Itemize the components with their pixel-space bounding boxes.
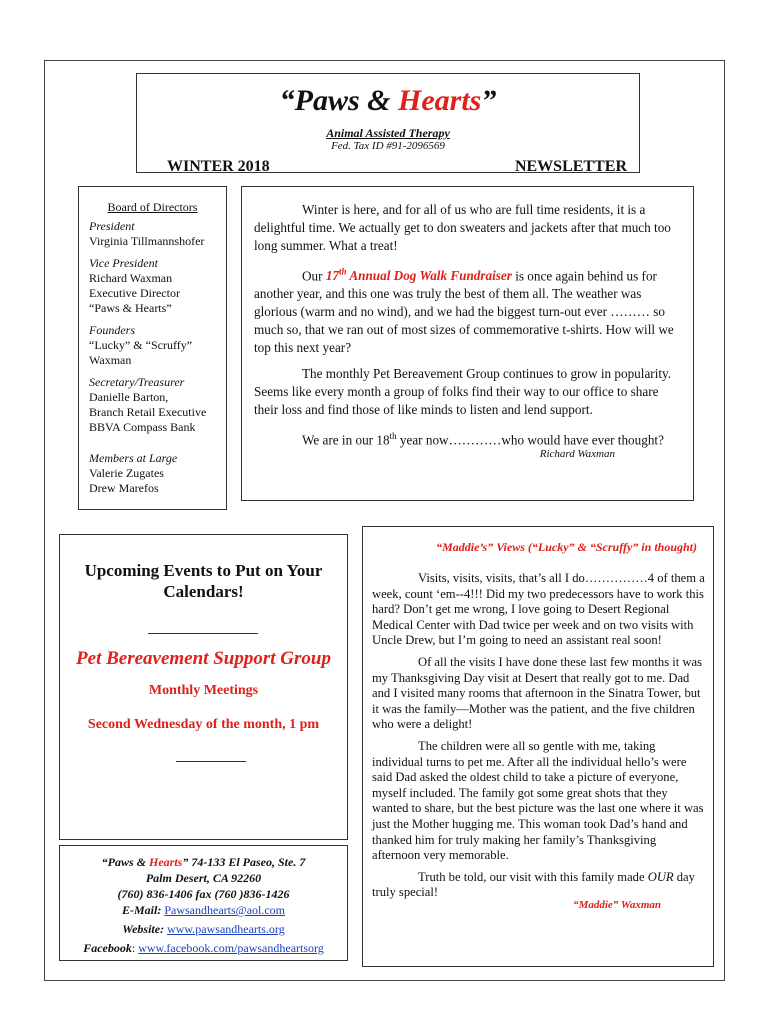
contact-info [59, 845, 348, 961]
email-link[interactable]: Pawsandhearts@aol.com [164, 903, 286, 917]
maddie-paragraph: Truth be told, our visit with this family made OUR day truly special! [372, 869, 695, 900]
board-role: Vice President [89, 256, 158, 270]
letter-paragraph: We are in our 18th year now…………who would have ever thought? [302, 431, 664, 448]
event-schedule: Second Wednesday of the month, 1 pm [87, 717, 320, 732]
maddie-signature: “Maddie” Waxman [573, 898, 661, 911]
issue-season: WINTER 2018 [167, 158, 270, 175]
event-frequency: Monthly Meetings [148, 683, 259, 698]
maddies-views [362, 526, 714, 967]
board-group [89, 323, 226, 368]
facebook-link[interactable]: www.facebook.com/pawsandheartsorg [138, 941, 324, 955]
board-member: Valerie Zugates [89, 466, 164, 480]
masthead [136, 73, 640, 173]
events-heading: Upcoming Events to Put on Your Calendars! [84, 561, 323, 601]
upcoming-events [59, 534, 348, 840]
board-heading: Board of Directors [107, 200, 198, 214]
board-role: Members at Large [89, 451, 178, 465]
contact-website: Website: www.pawsandhearts.org [122, 922, 285, 936]
board-role: Founders [89, 323, 135, 337]
board-member: Richard Waxman [89, 271, 173, 285]
website-link[interactable]: www.pawsandhearts.org [167, 922, 285, 936]
board-group [89, 451, 226, 496]
director-letter [241, 186, 694, 501]
board-member: Virginia Tillmannshofer [89, 234, 205, 248]
board-group [89, 219, 226, 249]
board-member-title: Branch Retail Executive [89, 405, 207, 419]
contact-email: E-Mail: Pawsandhearts@aol.com [121, 903, 286, 917]
maddie-paragraph: Visits, visits, visits, that’s all I do……………4 of them a week, count ‘em--4!!! Did my two predecessors have to work this hard? Don’t get me wrong, I love going to Desert Regional Medical Center with Dad twice per week and on two visits with Uncle Drew, but I’m going to need an assistant real soon! [372, 571, 705, 648]
maddie-paragraph: Of all the visits I have done these last few months it was my Thanksgiving Day visit at Desert that really got to me. Dad and I visited many rooms that afternoon in the Sinatra Tower, but it was the family—Mother was the patient, and the five children who were a delight! [372, 654, 702, 732]
board-member-title: Executive Director [89, 286, 180, 300]
board-member-org: “Paws & Hearts” [89, 301, 172, 315]
issue-label: NEWSLETTER [514, 158, 627, 175]
contact-facebook: Facebook: www.facebook.com/pawsandheartsorg [83, 941, 324, 955]
board-of-directors [78, 186, 227, 510]
board-group [89, 375, 226, 435]
letter-paragraph: Winter is here, and for all of us who are full time residents, it is a delightful time. We actually get to don sweaters and jackets after that much too long summer. What a treat! [254, 202, 671, 253]
board-member: Waxman [89, 353, 132, 367]
board-member: Drew Marefos [89, 481, 159, 495]
contact-phone: (760) 836-1406 fax (760 )836-1426 [117, 887, 290, 901]
contact-address: “Paws & Hearts” 74-133 El Paseo, Ste. 7 [101, 855, 306, 869]
board-member-org: BBVA Compass Bank [89, 420, 196, 434]
letter-paragraph: The monthly Pet Bereavement Group continues to grow in popularity. Seems like every month a group of folks find their way to our office to share their loss and find those of like minds to listen and lend support. [254, 366, 672, 418]
board-member: “Lucky” & “Scruffy” [89, 338, 193, 352]
board-role: Secretary/Treasurer [89, 375, 185, 389]
maddie-title: “Maddie’s” Views (“Lucky” & “Scruffy” in thought) [436, 540, 697, 554]
fundraiser-name: 17th Annual Dog Walk Fundraiser [325, 267, 512, 284]
letter-signature: Richard Waxman [539, 447, 615, 460]
tax-id: Fed. Tax ID #91-2096569 [331, 140, 445, 152]
event-group-name: Pet Bereavement Support Group [76, 648, 331, 669]
board-group [89, 256, 226, 316]
divider [148, 633, 258, 634]
maddie-paragraph: The children were all so gentle with me, taking individual turns to pet me. After all the individual hello’s were said Dad asked the oldest child to take a picture of everyone, myself included. The family got some great shots that they wanted to share, but the best picture was the last one where it was just the Mother hugging me. This woman took Dad’s hand and thanked him for truly making her family’s Thanksgiving afternoon very memorable. [372, 738, 704, 863]
subtitle: Animal Assisted Therapy [326, 126, 450, 140]
contact-city: Palm Desert, CA 92260 [145, 871, 262, 885]
letter-paragraph: Our 17th Annual Dog Walk Fundraiser is once again behind us for another year, and this one was truly the best of them all. The weather was glorious (warm and no wind), and we had the biggest turn-out ever ……… so much so, that we ran out of most sizes of commemorative t-shirts. How will we top this next year? [254, 267, 674, 356]
board-role: President [89, 219, 135, 233]
divider [176, 761, 246, 762]
newsletter-title: “Paws & Hearts” [279, 84, 497, 117]
board-member: Danielle Barton, [89, 390, 169, 404]
